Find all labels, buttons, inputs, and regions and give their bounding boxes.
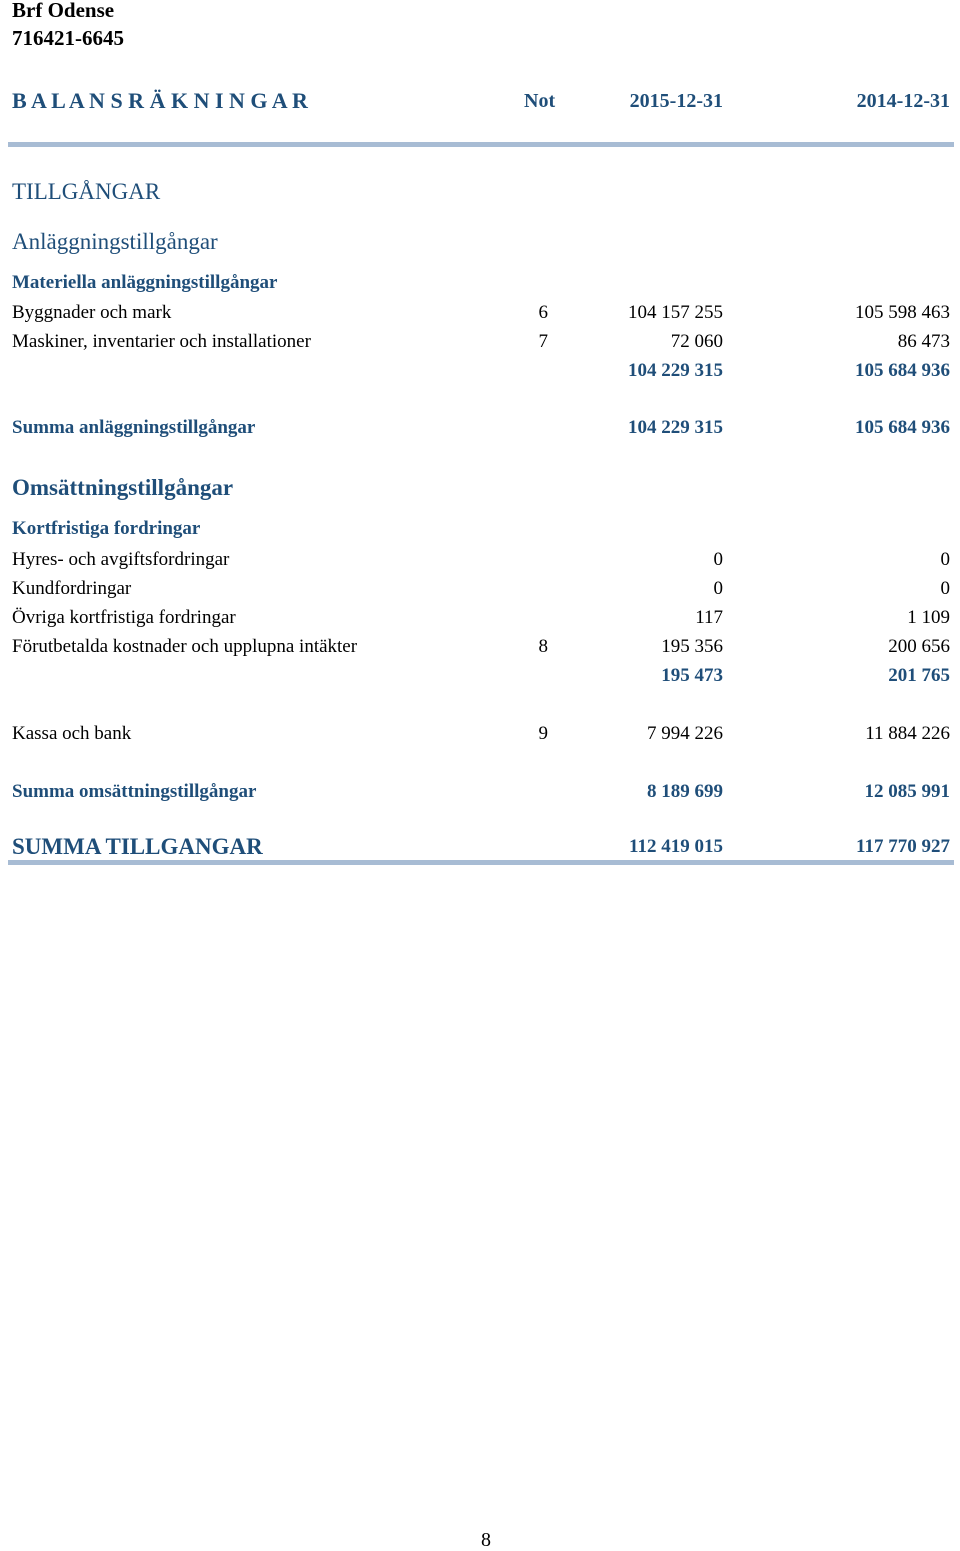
total-current: 8 189 699: [647, 781, 723, 802]
document-title: B A L A N S R Ä K N I N G A R: [12, 88, 308, 113]
total-previous: 105 684 936: [855, 417, 950, 438]
row-value-previous: 11 884 226: [865, 723, 950, 744]
table-row: [0, 578, 960, 604]
subtotal-previous: 201 765: [888, 665, 950, 686]
subtotal-current: 104 229 315: [628, 360, 723, 381]
row-value-current: 72 060: [670, 331, 723, 352]
subtotal-row: [0, 360, 960, 386]
grand-total-label: SUMMA TILLGANGAR: [12, 834, 263, 859]
total-previous: 12 085 991: [864, 781, 950, 802]
total-current: 104 229 315: [628, 417, 723, 438]
row-value-previous: 86 473: [897, 331, 950, 352]
row-value-previous: 0: [940, 549, 950, 570]
row-value-current: 104 157 255: [628, 302, 723, 323]
table-row: [0, 331, 960, 357]
row-value-current: 7 994 226: [647, 723, 723, 744]
row-value-current: 0: [713, 578, 723, 599]
subtotal-previous: 105 684 936: [855, 360, 950, 381]
row-label: Kundfordringar: [12, 578, 132, 599]
row-value-previous: 0: [940, 578, 950, 599]
table-row: [0, 636, 960, 662]
row-label: Övriga kortfristiga fordringar: [12, 607, 236, 628]
total-row-current-assets: [0, 781, 960, 807]
row-label: Förutbetalda kostnader och upplupna intäkter: [12, 636, 358, 657]
grand-total-row: [0, 834, 960, 862]
row-value-previous: 105 598 463: [855, 302, 950, 323]
table-row-cash: [0, 723, 960, 749]
row-value-previous: 200 656: [888, 636, 950, 657]
column-header-previous-year: 2014-12-31: [856, 90, 950, 112]
row-note: 7: [538, 331, 548, 352]
fixed-assets-heading: Anläggningstillgångar: [12, 229, 218, 254]
subtotal-row: [0, 665, 960, 691]
page-number: 8: [481, 1529, 491, 1551]
tangible-assets-heading: Materiella anläggningstillgångar: [12, 272, 278, 293]
row-note: 8: [538, 636, 548, 657]
row-label: Byggnader och mark: [12, 302, 172, 323]
total-row-fixed-assets: [0, 417, 960, 443]
subtotal-current: 195 473: [661, 665, 723, 686]
row-label: Hyres- och avgiftsfordringar: [12, 549, 230, 570]
row-value-previous: 1 109: [907, 607, 950, 628]
current-assets-heading: Omsättningstillgångar: [12, 475, 234, 500]
assets-heading: TILLGÅNGAR: [12, 179, 161, 204]
row-note: 6: [538, 302, 548, 323]
table-row: [0, 607, 960, 633]
total-label: Summa anläggningstillgångar: [12, 417, 256, 438]
row-label: Kassa och bank: [12, 723, 132, 744]
grand-total-current: 112 419 015: [629, 836, 723, 857]
footer-divider: [8, 860, 954, 865]
row-label: Maskiner, inventarier och installationer: [12, 331, 311, 352]
organization-name: Brf Odense: [12, 0, 115, 22]
row-note: 9: [538, 723, 548, 744]
header-divider: [8, 142, 954, 147]
receivables-heading: Kortfristiga fordringar: [12, 518, 201, 539]
table-row: [0, 549, 960, 575]
column-header-note: Not: [524, 90, 556, 112]
grand-total-previous: 117 770 927: [856, 836, 950, 857]
row-value-current: 195 356: [661, 636, 723, 657]
row-value-current: 117: [695, 607, 723, 628]
column-header-current-year: 2015-12-31: [629, 90, 723, 112]
organization-number: 716421-6645: [12, 26, 124, 50]
row-value-current: 0: [713, 549, 723, 570]
total-label: Summa omsättningstillgångar: [12, 781, 257, 802]
table-row: [0, 302, 960, 328]
